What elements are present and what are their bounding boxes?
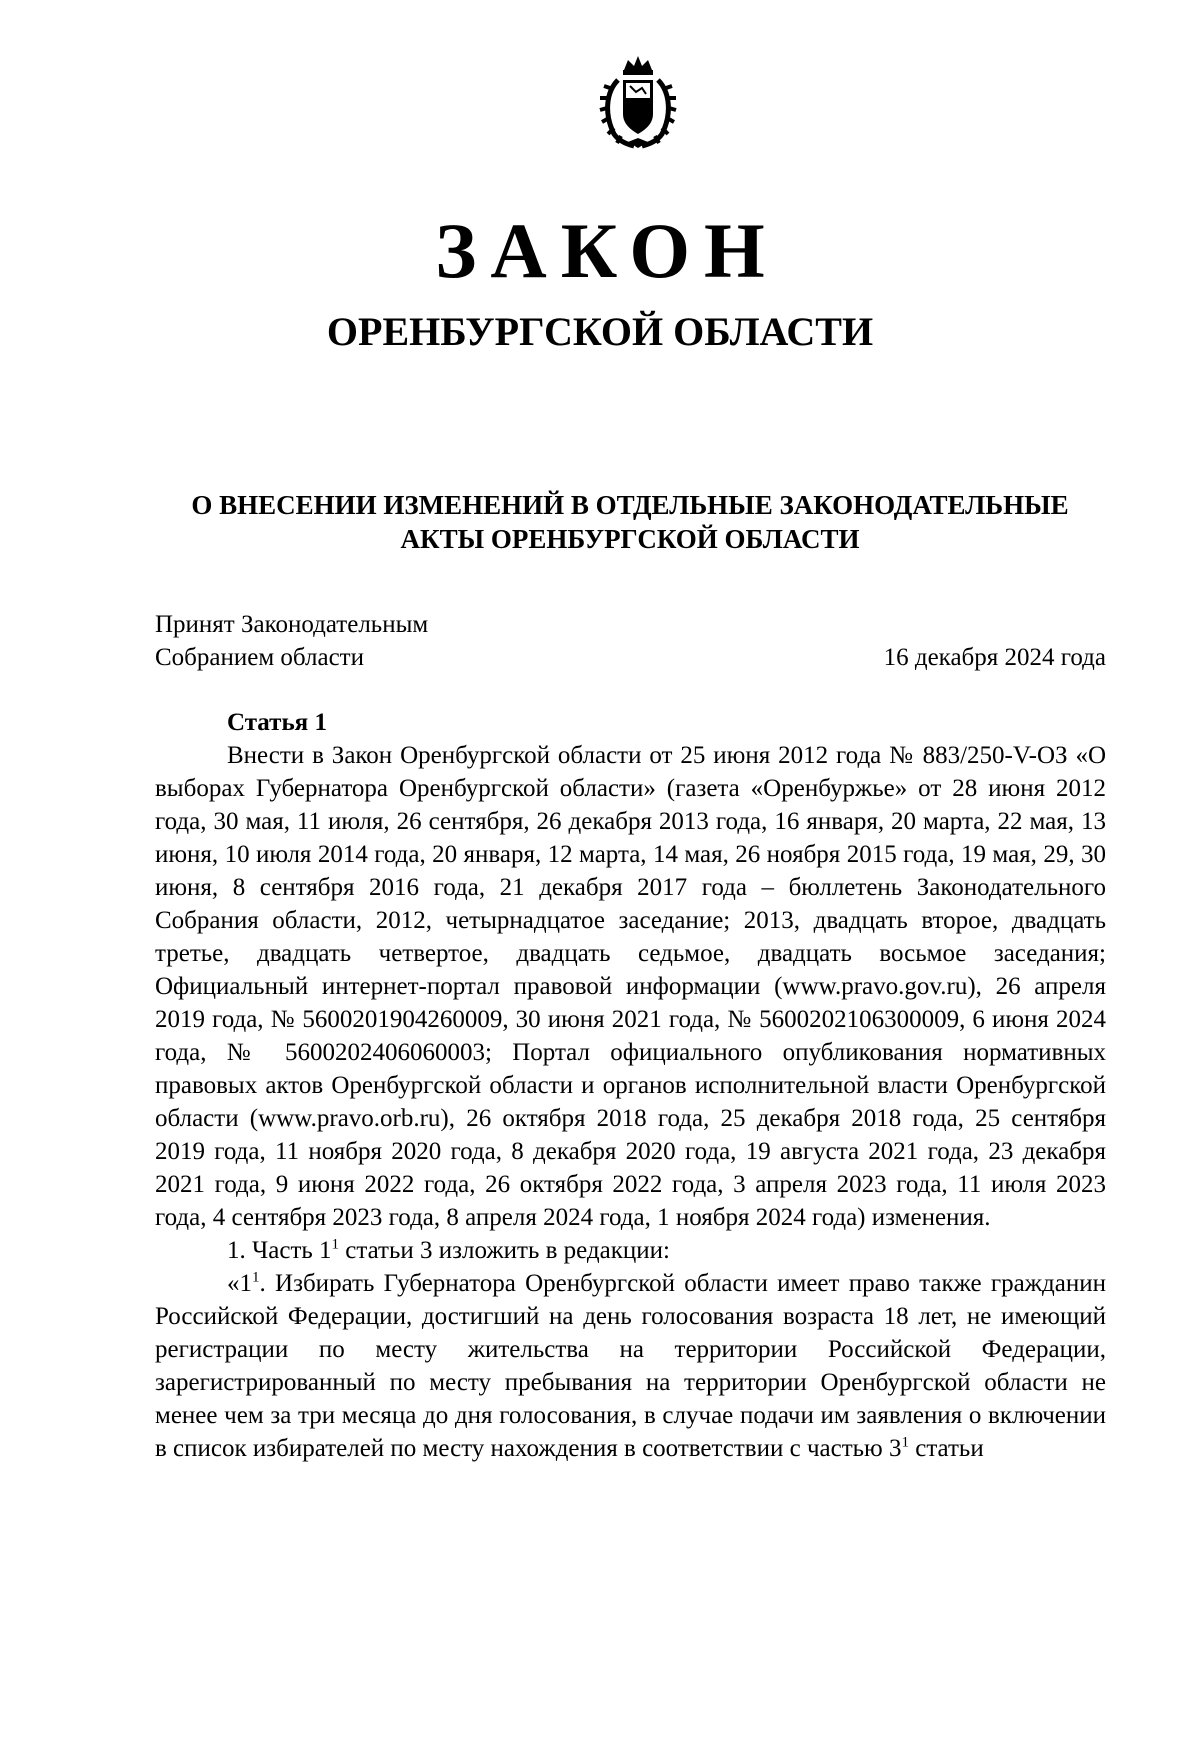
adopted-by-line-1: Принят Законодательным xyxy=(155,611,429,638)
item-1-text-after: статьи 3 изложить в редакции: xyxy=(339,1237,670,1264)
adopted-by xyxy=(155,608,428,674)
region-title: ОРЕНБУРГСКОЙ ОБЛАСТИ xyxy=(326,309,874,354)
new-wording-text: . Избирать Губернатора Оренбургской области имеет право также гражданин Российской Федерации, достигший на день голосования возраста 18 лет, не имеющий регистрации по месту жительства на территории Российской Федерации, зарегистрированный по месту пребывания на территории Оренбургской области не менее чем за три месяца до дня голосования, в случае подачи им заявления о включении в список избирателей по месту нахождения в соответствии с частью 3 xyxy=(155,1270,1106,1462)
document-body xyxy=(155,706,1106,1465)
new-wording-superscript: 1 xyxy=(252,1269,260,1286)
adopted-by-line-2: Собранием области xyxy=(155,644,364,671)
adopted-date: 16 декабря 2024 года xyxy=(883,644,1106,671)
law-title: ЗАКОН xyxy=(435,207,779,294)
new-wording-superscript-2: 1 xyxy=(901,1434,909,1451)
heading-line-2: АКТЫ ОРЕНБУРГСКОЙ ОБЛАСТИ xyxy=(400,524,860,554)
new-wording-text-end: статьи xyxy=(908,1435,984,1462)
document-heading xyxy=(140,488,1120,556)
paragraph-amendment-intro: Внести в Закон Оренбургской области от 25 июня 2012 года № 883/250-V-ОЗ «О выборах Губернатора Оренбургской области» (газета «Оренбуржье» от 28 июня 2012 года, 30 мая, 11 июля, 26 сентября, 26 декабря 2013 года, 16 января, 20 марта, 22 мая, 13 июня, 10 июля 2014 года, 20 января, 12 марта, 14 мая, 26 ноября 2015 года, 19 мая, 29, 30 июня, 8 сентября 2016 года, 21 декабря 2017 года – бюллетень Законодательного Собрания области, 2012, четырнадцатое заседание; 2013, двадцать второе, двадцать третье, двадцать четвертое, двадцать седьмое, двадцать восьмое заседания; Официальный интернет-портал правовой информации (www.pravo.gov.ru), 26 апреля 2019 года, № 5600201904260009, 30 июня 2021 года, № 5600202106300009, 6 июня 2024 года, № 5600202406060003; Портал официального опубликования нормативных правовых актов Оренбургской области и органов исполнительной власти Оренбургской области (www.pravo.orb.ru), 26 октября 2018 года, 25 декабря 2018 года, 25 сентября 2019 года, 11 ноября 2020 года, 8 декабря 2020 года, 19 августа 2021 года, 23 декабря 2021 года, 9 июня 2022 года, 26 октября 2022 года, 3 апреля 2023 года, 11 июля 2023 года, 4 сентября 2023 года, 8 апреля 2024 года, 1 ноября 2024 года) изменения. xyxy=(155,742,1106,1231)
paragraph-item-1 xyxy=(155,1234,1106,1267)
item-1-text-before: 1. Часть 1 xyxy=(227,1237,332,1264)
coat-of-arms-icon xyxy=(588,52,688,152)
new-wording-number: «1 xyxy=(227,1270,252,1297)
item-1-superscript: 1 xyxy=(331,1236,340,1253)
article-title: Статья 1 xyxy=(227,709,327,736)
heading-line-1: О ВНЕСЕНИИ ИЗМЕНЕНИЙ В ОТДЕЛЬНЫЕ ЗАКОНОДАТЕЛЬНЫЕ xyxy=(191,490,1069,520)
paragraph-new-wording xyxy=(155,1267,1106,1465)
